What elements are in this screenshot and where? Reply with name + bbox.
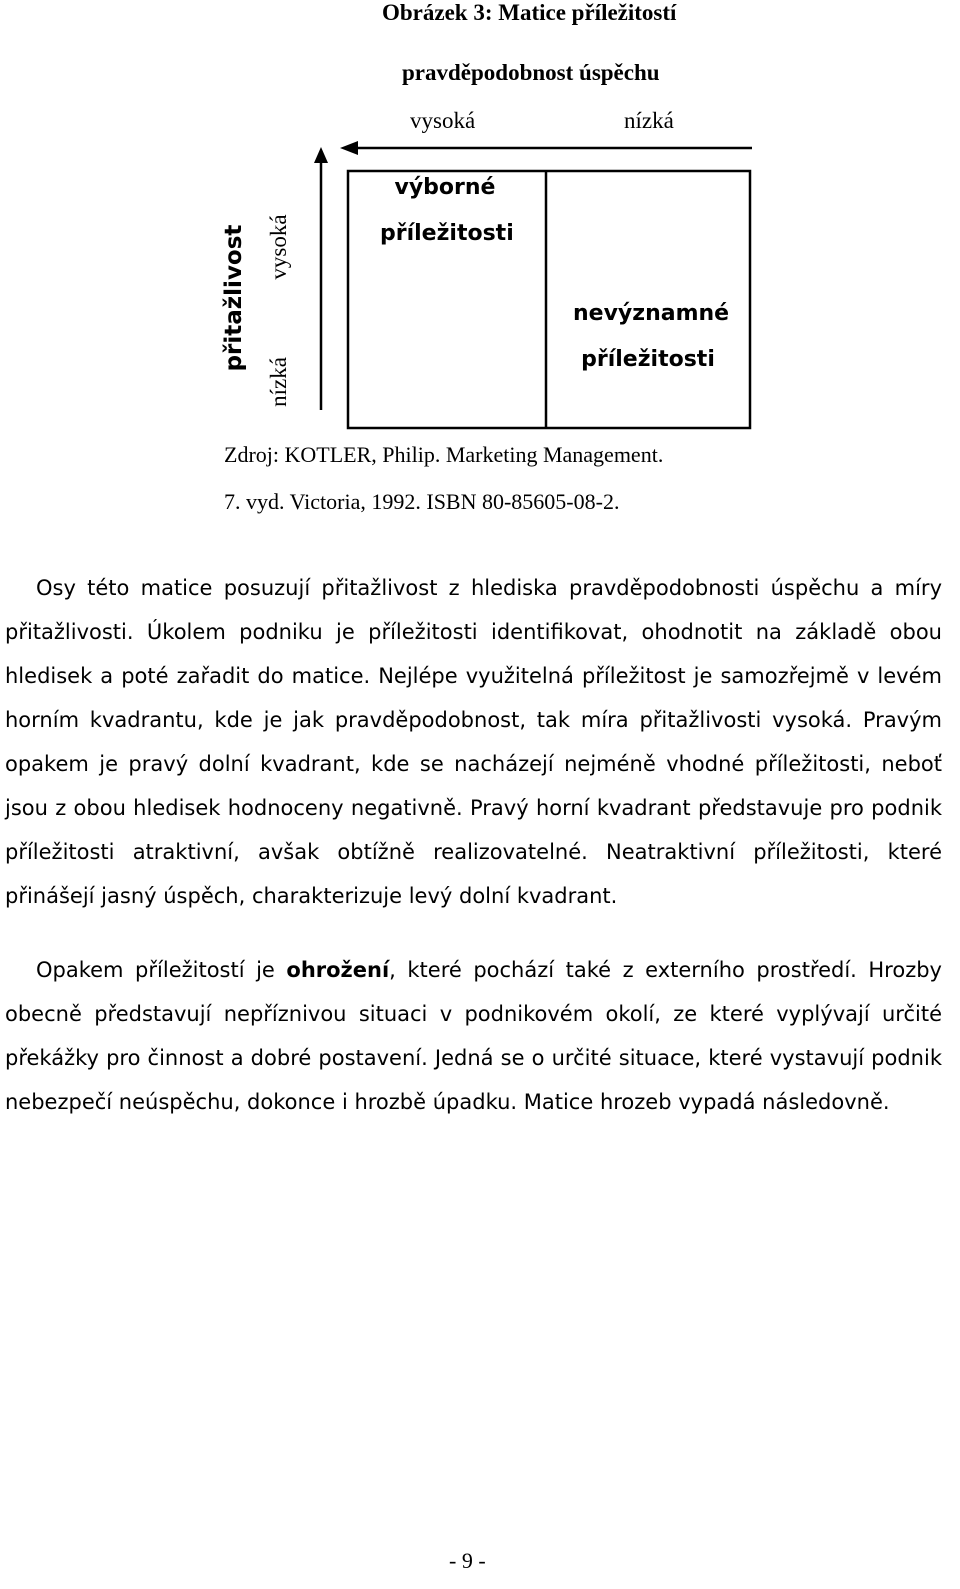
y-axis-title: přitažlivost: [221, 224, 247, 372]
figure-source-line-1: Zdroj: KOTLER, Philip. Marketing Management.: [224, 442, 664, 467]
body-paragraph-1: Osy této matice posuzují přitažlivost z hlediska pravděpodobnosti úspěchu a míry přitažlivosti. Úkolem podniku je příležitosti identifikovat, ohodnotit na základě obou hledisek a poté zařadit do matice. Nejlépe využitelná příležitost je samozřejmě v levém horním kvadrantu, kde je jak pravděpodobnost, tak míra přitažlivosti vysoká. Pravým opakem je pravý dolní kvadrant, kde se nacházejí nejméně vhodné příležitosti, neboť jsou z obou hledisek hodnoceny negativně. Pravý horní kvadrant představuje pro podnik příležitosti atraktivní, avšak obtížně realizovatelné. Neatraktivní příležitosti, které přinášejí jasný úspěch, charakterizuje levý dolní kvadrant.: [5, 576, 942, 908]
quadrant-bottom-right-line1: nevýznamné: [573, 301, 730, 326]
body-paragraph-2-bold-term: ohrožení: [286, 958, 390, 982]
quadrant-bottom-right-line2: příležitosti: [581, 347, 715, 372]
y-axis-tick-high: vysoká: [266, 214, 291, 280]
y-axis-tick-low: nízká: [266, 357, 291, 407]
quadrant-top-left-line2: příležitosti: [380, 221, 514, 246]
page-number: - 9 -: [449, 1548, 486, 1573]
x-axis-tick-low: nízká: [624, 108, 674, 133]
body-paragraph-2-rest: , které pochází také z externího prostředí. Hrozby obecně představují nepříznivou situaci v podnikovém okolí, ze které vyplývají určité překážky pro činnost a dobré postavení. Jedná se o určité situace, které vystavují podnik nebezpečí neúspěchu, dokonce i hrozbě úpadku. Matice hrozeb vypadá následovně.: [5, 958, 942, 1114]
quadrant-top-left-label: [380, 165, 514, 257]
x-axis-tick-high: vysoká: [410, 108, 476, 133]
quadrant-bottom-right-label: [573, 291, 730, 383]
body-paragraph-2: [5, 948, 942, 1124]
x-axis-arrowhead: [340, 141, 358, 155]
figure-title: Obrázek 3: Matice příležitostí: [382, 0, 677, 25]
body-paragraph-2-start: Opakem příležitostí je: [36, 958, 287, 982]
quadrant-top-left-line1: výborné: [394, 175, 496, 200]
x-axis-title: pravděpodobnost úspěchu: [402, 60, 660, 85]
y-axis-arrowhead: [314, 147, 328, 163]
figure-source-line-2: 7. vyd. Victoria, 1992. ISBN 80-85605-08-2.: [224, 489, 620, 514]
